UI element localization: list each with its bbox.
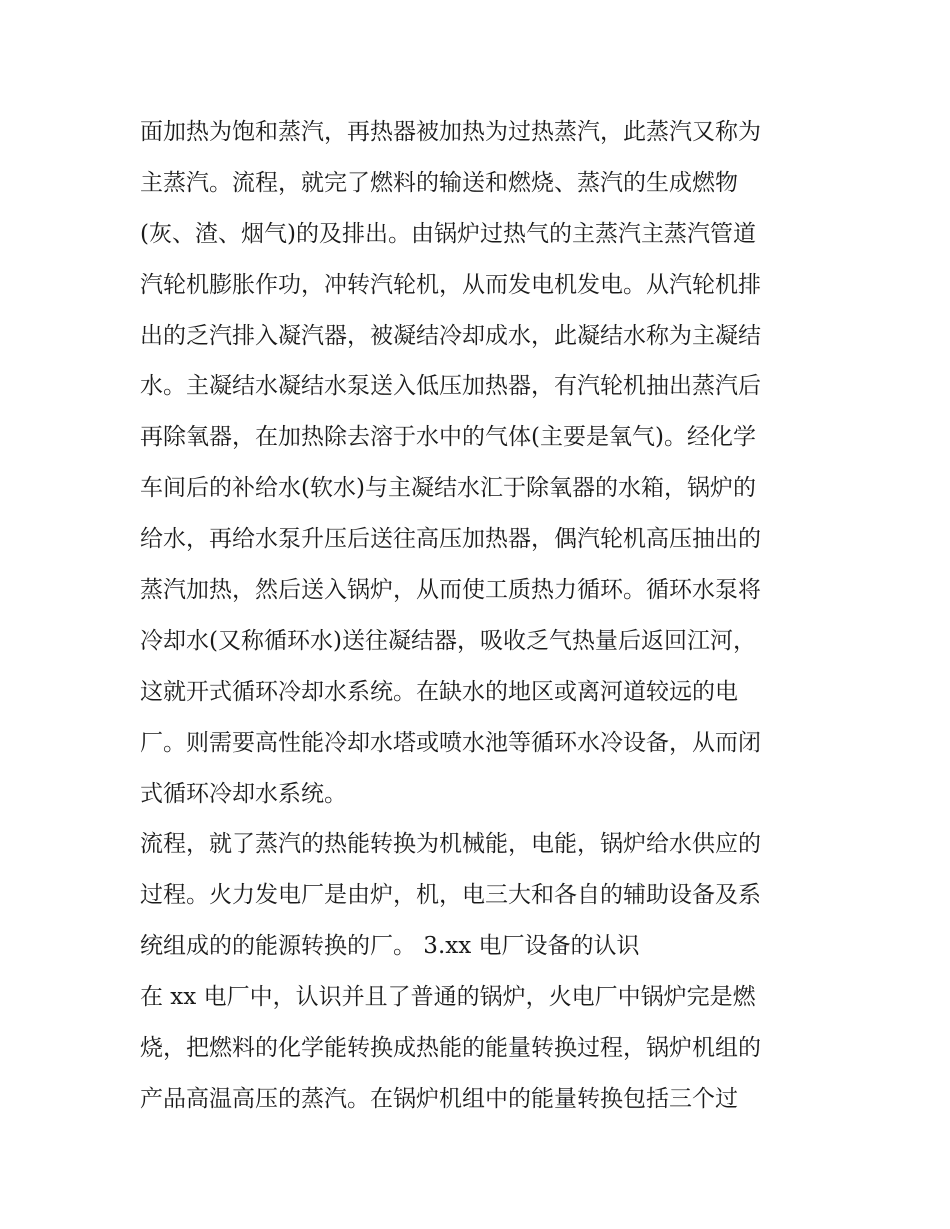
text-line: 再除氧器，在加热除去溶于水中的气体(主要是氧气)。经化学 (140, 424, 756, 451)
text-line: 面加热为饱和蒸汽，再热器被加热为过热蒸汽，此蒸汽又称为 (140, 119, 761, 145)
text-line: 在 xx 电厂中，认识并且了普通的锅炉，火电厂中锅炉完是燃 (140, 984, 756, 1011)
text-line: 汽轮机膨胀作功，冲转汽轮机，从而发电机发电。从汽轮机排 (140, 271, 761, 298)
text-line: 这就开式循环冷却水系统。在缺水的地区或离河道较远的电 (140, 678, 738, 705)
text-line: 产品高温高压的蒸汽。在锅炉机组中的能量转换包括三个过 (140, 1085, 738, 1112)
text-line: 冷却水(又称循环水)送往凝结器，吸收乏气热量后返回江河， (140, 627, 756, 654)
text-line: 统组成的的能源转换的厂。 3.xx 电厂设备的认识 (140, 933, 640, 960)
text-line: 主蒸汽。流程，就完了燃料的输送和燃烧、蒸汽的生成燃物 (140, 169, 738, 196)
body-text (140, 107, 820, 1125)
text-line: 出的乏汽排入凝汽器，被凝结冷却成水，此凝结水称为主凝结 (140, 322, 761, 349)
text-line: 过程。火力发电厂是由炉，机，电三大和各自的辅助设备及系 (140, 882, 761, 909)
text-line: 烧，把燃料的化学能转换成热能的能量转换过程，锅炉机组的 (140, 1035, 761, 1062)
text-line: 水。主凝结水凝结水泵送入低压加热器，有汽轮机抽出蒸汽后 (140, 373, 761, 400)
text-line: 蒸汽加热，然后送入锅炉，从而使工质热力循环。循环水泵将 (140, 577, 761, 604)
text-line: 式循环冷却水系统。 (140, 780, 347, 807)
text-line: 厂。则需要高性能冷却水塔或喷水池等循环水冷设备，从而闭 (140, 729, 761, 756)
text-line: 车间后的补给水(软水)与主凝结水汇于除氧器的水箱，锅炉的 (140, 475, 756, 502)
text-line: 流程，就了蒸汽的热能转换为机械能，电能，锅炉给水供应的 (140, 831, 761, 858)
text-line: 给水，再给水泵升压后送往高压加热器，偶汽轮机高压抽出的 (140, 526, 761, 553)
text-line: (灰、渣、烟气)的及排出。由锅炉过热气的主蒸汽主蒸汽管道 (140, 220, 756, 247)
